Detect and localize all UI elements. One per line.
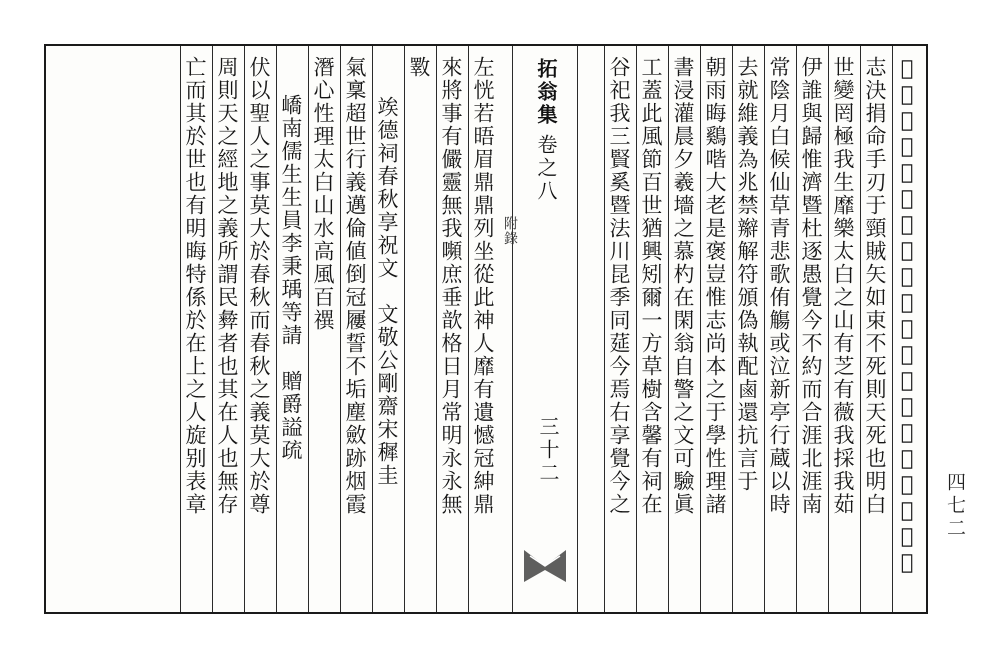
column-rule <box>436 46 437 612</box>
column-rule <box>404 46 405 612</box>
column-rule <box>276 46 277 612</box>
column-rule <box>636 46 637 612</box>
column-rule <box>468 46 469 612</box>
text-column: 潛心性理太白山水高風百禩 <box>311 56 335 332</box>
text-column: 世變罔極我生靡樂太白之山有芝有薇我採我茹 <box>831 56 855 516</box>
text-column: 氣稟超世行義邁倫値倒冠屨誓不垢塵斂跡烟霞 <box>343 56 367 516</box>
column-rule <box>796 46 797 612</box>
text-column: 志決捐命手刃于頸賊矢如束不死則天死也明白 <box>863 56 887 516</box>
text-column: 左恍若晤眉鼎鼎列坐從此神人靡有遺憾冠紳鼎 <box>471 56 495 516</box>
text-frame <box>44 44 928 614</box>
text-column: 伏以聖人之事莫大於春秋而春秋之義莫大於尊 <box>247 56 271 516</box>
column-rule <box>308 46 309 612</box>
text-column: 谷祀我三賢奚暨法川昆季同莚今焉右享覺今之 <box>607 56 631 516</box>
text-column: 常陰月白候仙草青悲歌侑觴或泣新亭行蔵以時 <box>767 56 791 516</box>
volume-label: 卷之八 <box>534 134 558 203</box>
text-column: 亡而其於世也有明晦特係於在上之人旋别表章 <box>183 56 207 516</box>
leaf-number: 三十二 <box>536 416 560 485</box>
text-column: 來將事有儼靈無我嚬庶垂歆格日月常明永永無 <box>439 56 463 516</box>
column-rule <box>700 46 701 612</box>
center-fold <box>512 46 578 612</box>
column-rule <box>892 46 893 612</box>
text-column: 工蓋此風節百世猶興矧爾一方草樹含馨有祠在 <box>639 56 663 516</box>
section-label: 附錄 <box>502 216 518 246</box>
column-rule <box>604 46 605 612</box>
text-column: 書浸灌晨夕羲墻之慕杓在閑翁自警之文可驗眞 <box>671 56 695 516</box>
page-number: 四七二 <box>944 472 966 541</box>
column-rule <box>372 46 373 612</box>
book-title: 拓翁集 <box>534 58 558 127</box>
text-column: 去就維義為兆禁辮解符頒偽執配鹵還抗言于 <box>735 56 759 493</box>
text-column-heading: 嶠南儒生生員李秉瑀等請 贈爵謚疏 <box>279 94 303 462</box>
column-rule <box>668 46 669 612</box>
text-column: 伊誰與歸惟濟暨杜逐愚覺今不約而合涯北涯南 <box>799 56 823 516</box>
column-rule <box>340 46 341 612</box>
column-rule <box>764 46 765 612</box>
text-column: 朝雨晦鷄喈大老是褒豈惟志尚本之于學性理諸 <box>703 56 727 516</box>
column-rule <box>244 46 245 612</box>
text-column: 𦍙鮮先生祖于文淸風儀峻整孝友自性屬當倉卒 <box>895 56 919 576</box>
text-column-heading: 竢德祠春秋享祝文 文敬公剛齋宋穉圭 <box>375 96 399 487</box>
fishtail-ornament-icon <box>522 546 568 586</box>
column-rule <box>180 46 181 612</box>
column-rule <box>732 46 733 612</box>
text-column: 周則天之經地之義所謂民彜者也其在人也無存 <box>215 56 239 516</box>
column-rule <box>860 46 861 612</box>
column-rule <box>212 46 213 612</box>
column-rule <box>828 46 829 612</box>
text-column: 斁 <box>407 56 431 79</box>
